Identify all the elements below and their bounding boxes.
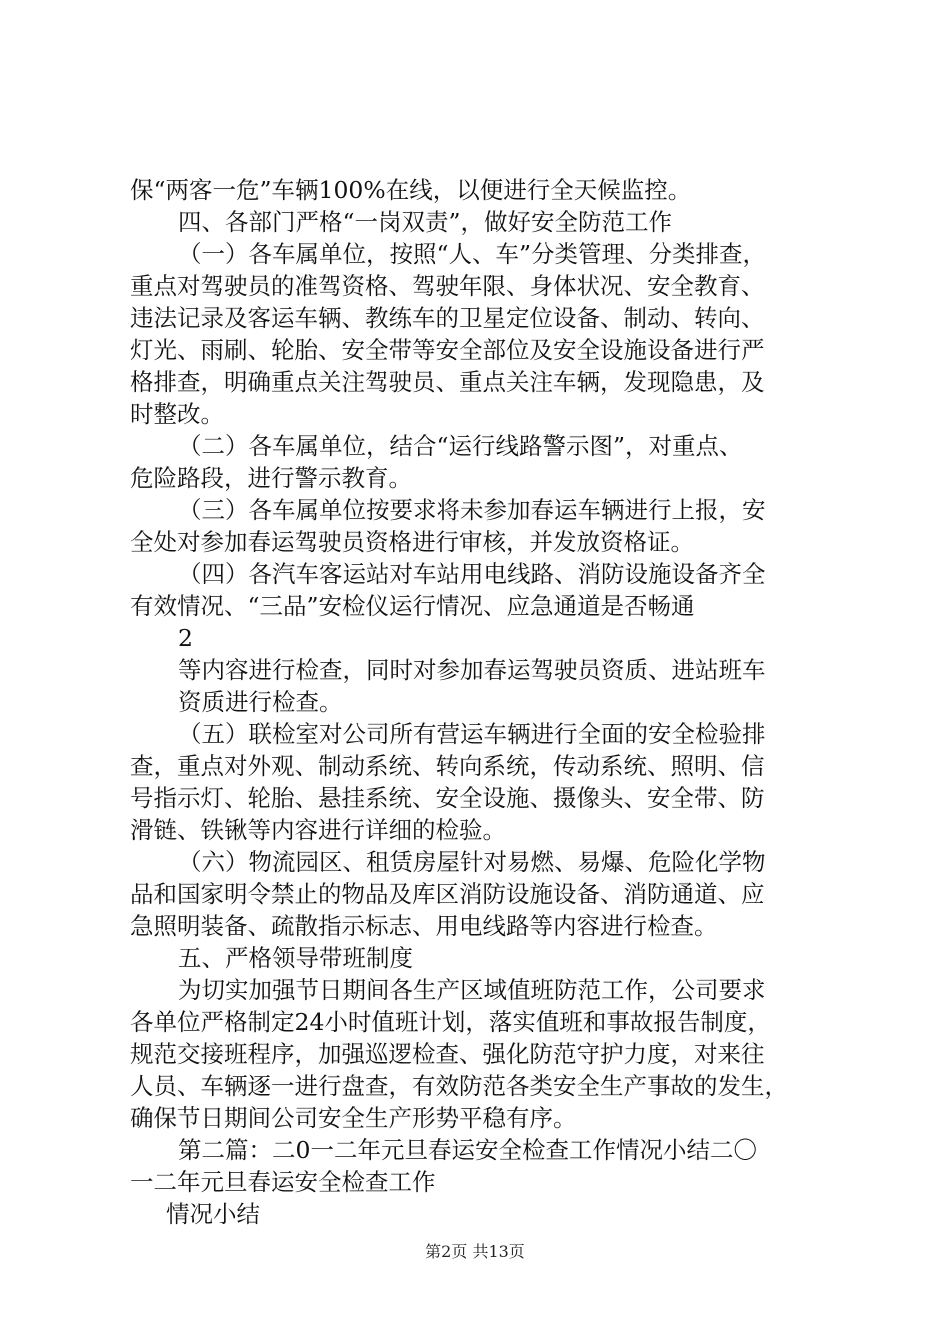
text-line: 资质进行检查。: [178, 688, 343, 716]
text-line: 人员、车辆逐一进行盘查，有效防范各类安全生产事故的发生，: [130, 1072, 788, 1100]
chapter-heading: 一二年元旦春运安全检查工作: [130, 1168, 436, 1196]
text-line: 确保节日期间公司安全生产形势平稳有序。: [130, 1104, 577, 1132]
text-line: （三）各车属单位按要求将未参加春运车辆进行上报，安: [178, 496, 766, 524]
chapter-heading: 情况小结: [166, 1200, 260, 1228]
text-line: 各单位严格制定24小时值班计划，落实值班和事故报告制度，: [130, 1008, 771, 1036]
text-line: （二）各车属单位，结合“运行线路警示图”，对重点、: [178, 432, 743, 460]
text-line: 危险路段，进行警示教育。: [130, 464, 412, 492]
text-line: 品和国家明令禁止的物品及库区消防设施设备、消防通道、应: [130, 880, 765, 908]
section-heading: 四、各部门严格“一岗双责”，做好安全防范工作: [178, 208, 673, 236]
text-line: 有效情况、“三品”安检仪运行情况、应急通道是否畅通: [130, 592, 695, 620]
text-line: 急照明装备、疏散指示标志、用电线路等内容进行检查。: [130, 912, 718, 940]
text-line: 滑链、铁锹等内容进行详细的检验。: [130, 816, 506, 844]
text-line: 等内容进行检查，同时对参加春运驾驶员资质、进站班车: [178, 656, 766, 684]
text-line: 保“两客一危”车辆100%在线，以便进行全天候监控。: [130, 176, 692, 204]
text-line: （五）联检室对公司所有营运车辆进行全面的安全检验排: [178, 720, 766, 748]
page-footer: 第2页 共13页: [425, 1242, 525, 1261]
text-line: （四）各汽车客运站对车站用电线路、消防设施设备齐全: [178, 560, 766, 588]
text-line: 全处对参加春运驾驶员资格进行审核，并发放资格证。: [130, 528, 694, 556]
text-line: 灯光、雨刷、轮胎、安全带等安全部位及安全设施设备进行严: [130, 336, 765, 364]
text-line: 时整改。: [130, 400, 224, 428]
text-line: （一）各车属单位，按照“人、车”分类管理、分类排查，: [178, 240, 767, 268]
text-line: 为切实加强节日期间各生产区域值班防范工作，公司要求: [178, 976, 766, 1004]
text-line: （六）物流园区、租赁房屋针对易燃、易爆、危险化学物: [178, 848, 766, 876]
text-line: 规范交接班程序，加强巡逻检查、强化防范守护力度，对来往: [130, 1040, 765, 1068]
text-line: 重点对驾驶员的准驾资格、驾驶年限、身体状况、安全教育、: [130, 272, 765, 300]
chapter-heading: 第二篇：二0一二年元旦春运安全检查工作情况小结二〇: [178, 1136, 757, 1164]
text-line: 查，重点对外观、制动系统、转向系统，传动系统、照明、信: [130, 752, 765, 780]
page-number-inline: 2: [178, 624, 193, 652]
text-line: 号指示灯、轮胎、悬挂系统、安全设施、摄像头、安全带、防: [130, 784, 765, 812]
section-heading: 五、严格领导带班制度: [178, 944, 413, 972]
text-line: 格排查，明确重点关注驾驶员、重点关注车辆，发现隐患，及: [130, 368, 765, 396]
text-line: 违法记录及客运车辆、教练车的卫星定位设备、制动、转向、: [130, 304, 765, 332]
